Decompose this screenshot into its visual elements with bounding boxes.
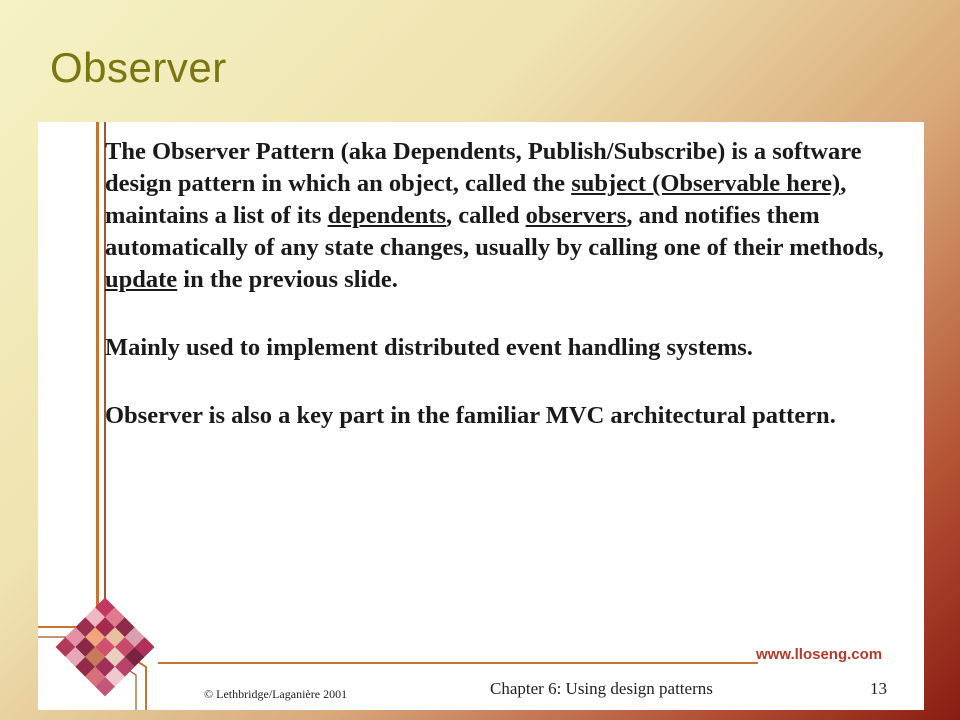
paragraph-definition <box>105 136 920 296</box>
website-logo: www.lloseng.com <box>756 646 883 663</box>
text-segment: Observer is also a key part in the familiar MVC architectural pattern. <box>105 402 836 429</box>
paragraph-usage <box>105 332 920 364</box>
underlined-term: update <box>105 266 178 293</box>
underlined-term: observers <box>525 202 627 229</box>
decorative-line-horizontal <box>158 662 758 664</box>
underlined-term: dependents <box>327 202 447 229</box>
paragraph-mvc <box>105 400 920 432</box>
text-segment: in the previous slide. <box>177 266 398 293</box>
text-segment: , and notifies them automatically of any state changes, usually by calling one of their methods, <box>105 202 884 261</box>
text-segment: Mainly used to implement distributed event handling systems. <box>105 334 753 361</box>
text-segment: , called <box>446 202 526 229</box>
text-segment: , maintains a list of its <box>105 170 847 229</box>
content-panel <box>38 122 924 710</box>
slide-title: Observer <box>50 44 227 91</box>
quilt-logo-icon <box>50 592 160 702</box>
decorative-line-vertical <box>96 122 99 642</box>
body-text <box>105 136 920 432</box>
underlined-term: subject (Observable here) <box>571 170 841 197</box>
footer-chapter: Chapter 6: Using design patterns <box>490 679 713 698</box>
footer-page-number: 13 <box>870 679 887 698</box>
text-segment: The Observer Pattern (aka Dependents, Publish/Subscribe) is a software design pattern in which an object, called the <box>105 138 862 197</box>
footer-copyright: © Lethbridge/Laganière 2001 <box>204 687 348 701</box>
